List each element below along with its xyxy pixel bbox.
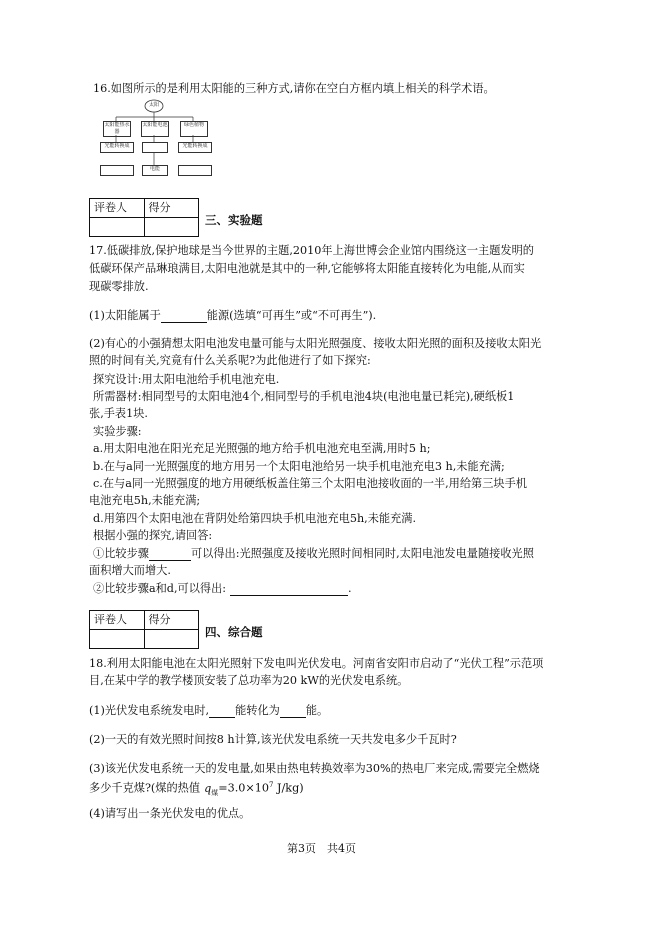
q18-part3-line1: (3)该光伏发电系统一天的发电量,如果由热电转换效率为30%的热电厂来完成,需要完全燃烧 <box>89 762 540 775</box>
conclusion-blank[interactable] <box>230 583 348 596</box>
section3-title: 三、实验题 <box>205 213 263 227</box>
q17-answer2-text: ②比较步骤a和d,可以得出: <box>93 582 227 595</box>
solar-usage-diagram <box>96 98 216 180</box>
heat-value-number: =3.0×10 <box>218 781 270 795</box>
left-blank-box[interactable] <box>100 165 134 176</box>
sun-label: 太阳 <box>148 102 159 108</box>
q16-text: 16.如图所示的是利用太阳能的三种方式,请你在空白方框内填上相关的科学术语。 <box>93 82 495 95</box>
q17-line2: 低碳环保产品琳琅满目,太阳电池就是其中的一种,它能够将太阳能直接转化为电能,从而实 <box>89 262 525 275</box>
score-label: 得分 <box>144 611 199 630</box>
q17-answer1-before: ①比较步骤 <box>93 547 149 560</box>
q17-step-b: b.在与a同一光照强度的地方用另一个太阳电池给另一块手机电池充电3 h,未能充满; <box>93 460 505 473</box>
right-device-box: 绿色植物 <box>180 121 208 137</box>
q18-part4: (4)请写出一条光伏发电的优点。 <box>89 807 251 820</box>
q18-part3-line2 <box>89 778 304 801</box>
q18-part1 <box>89 703 328 718</box>
q17-answer-prompt: 根据小强的探究,请回答: <box>93 529 213 542</box>
heat-value-exponent: 7 <box>269 781 274 789</box>
score-cell[interactable] <box>144 630 199 649</box>
q17-part1-before: (1)太阳能属于 <box>89 309 161 322</box>
q18-line2: 目,在某中学的教学楼顶安装了总功率为20 kW的光伏发电系统。 <box>89 674 409 687</box>
q17-equipment-line1: 所需器材:相同型号的太阳电池4个,相同型号的手机电池4块(电池电量已耗完),硬纸板1 <box>93 390 515 403</box>
q17-equipment-line2: 张,手表1块. <box>89 407 148 420</box>
source-energy-blank[interactable] <box>209 705 235 718</box>
left-energy-box: 光能转换成 <box>100 142 134 153</box>
heat-value-symbol: q <box>204 781 212 795</box>
section4-score-table <box>89 610 199 649</box>
q17-part2-line2: 照的时间有关,究竟有什么关系呢?为此他进行了如下探究: <box>89 354 371 367</box>
heat-value-unit: J/kg) <box>273 781 304 795</box>
q17-step-c-line1: c.在与a同一光照强度的地方用硬纸板盖住第三个太阳电池接收面的一半,用给第三块手机 <box>93 477 527 490</box>
target-energy-blank[interactable] <box>280 705 306 718</box>
q17-answer1 <box>93 546 534 561</box>
steps-compare-blank[interactable] <box>149 548 191 561</box>
q17-answer1-after: 可以得出:光照强度及接收光照时间相同时,太阳电池发电量随接收光照 <box>190 547 534 560</box>
section3-score-table <box>89 198 199 237</box>
q17-answer1-line2: 面积增大而增大. <box>89 564 171 577</box>
q17-line3: 现碳零排放. <box>89 280 149 293</box>
q17-answer2 <box>93 581 352 596</box>
q18-part1-a: (1)光伏发电系统发电时, <box>89 704 210 717</box>
energy-type-blank[interactable] <box>161 310 207 323</box>
q17-step-a: a.用太阳电池在阳光充足光照强的地方给手机电池充电至满,用时5 h; <box>93 442 431 455</box>
q18-line1: 18.利用太阳能电池在太阳光照射下发电叫光伏发电。河南省安阳市启动了“光伏工程”示范项 <box>89 657 544 670</box>
score-cell[interactable] <box>144 218 199 237</box>
electric-energy-box: 电能 <box>142 165 168 176</box>
q17-part1-after: 能源(选填“可再生”或“不可再生”). <box>206 309 377 322</box>
grader-label: 评卷人 <box>90 611 145 630</box>
heat-value-subscript: 煤 <box>211 788 219 797</box>
q17-step-c-line2: 电池充电5h,未能充满; <box>89 494 201 507</box>
q17-line1: 17.低碳排放,保护地球是当今世界的主题,2010年上海世博会企业馆内围绕这一主题发明的 <box>89 244 534 257</box>
q17-step-d: d.用第四个太阳电池在背阴处给第四块手机电池充电5h,未能充满. <box>93 512 417 525</box>
q18-part1-b: 能转化为 <box>235 704 280 717</box>
right-energy-box: 光能转换成 <box>178 142 212 153</box>
grader-cell[interactable] <box>90 218 145 237</box>
grader-label: 评卷人 <box>90 199 145 218</box>
page-footer: 第3页 共4页 <box>287 842 356 855</box>
score-label: 得分 <box>144 199 199 218</box>
section4-title: 四、综合题 <box>205 625 263 639</box>
q18-part1-c: 能。 <box>305 704 329 717</box>
right-blank-box[interactable] <box>178 165 212 176</box>
middle-device-box: 太阳能电池 <box>141 121 169 137</box>
q18-part3-text: 多少千克煤?(煤的热值 <box>89 781 201 795</box>
q17-part2-line1: (2)有心的小强猜想太阳电池发电量可能与太阳光照强度、接收太阳光照的面积及接收太阳光 <box>89 337 542 350</box>
q17-answer2-end: . <box>348 582 352 595</box>
q17-design: 探究设计:用太阳电池给手机电池充电. <box>93 373 280 386</box>
q17-part1 <box>89 308 376 323</box>
q18-part2: (2)一天的有效光照时间按8 h计算,该光伏发电系统一天共发电多少千瓦时? <box>89 733 457 746</box>
left-device-box: 太阳能热水器 <box>104 122 130 135</box>
q17-steps-title: 实验步骤: <box>93 425 142 438</box>
middle-blank-box[interactable] <box>142 142 168 153</box>
grader-cell[interactable] <box>90 630 145 649</box>
